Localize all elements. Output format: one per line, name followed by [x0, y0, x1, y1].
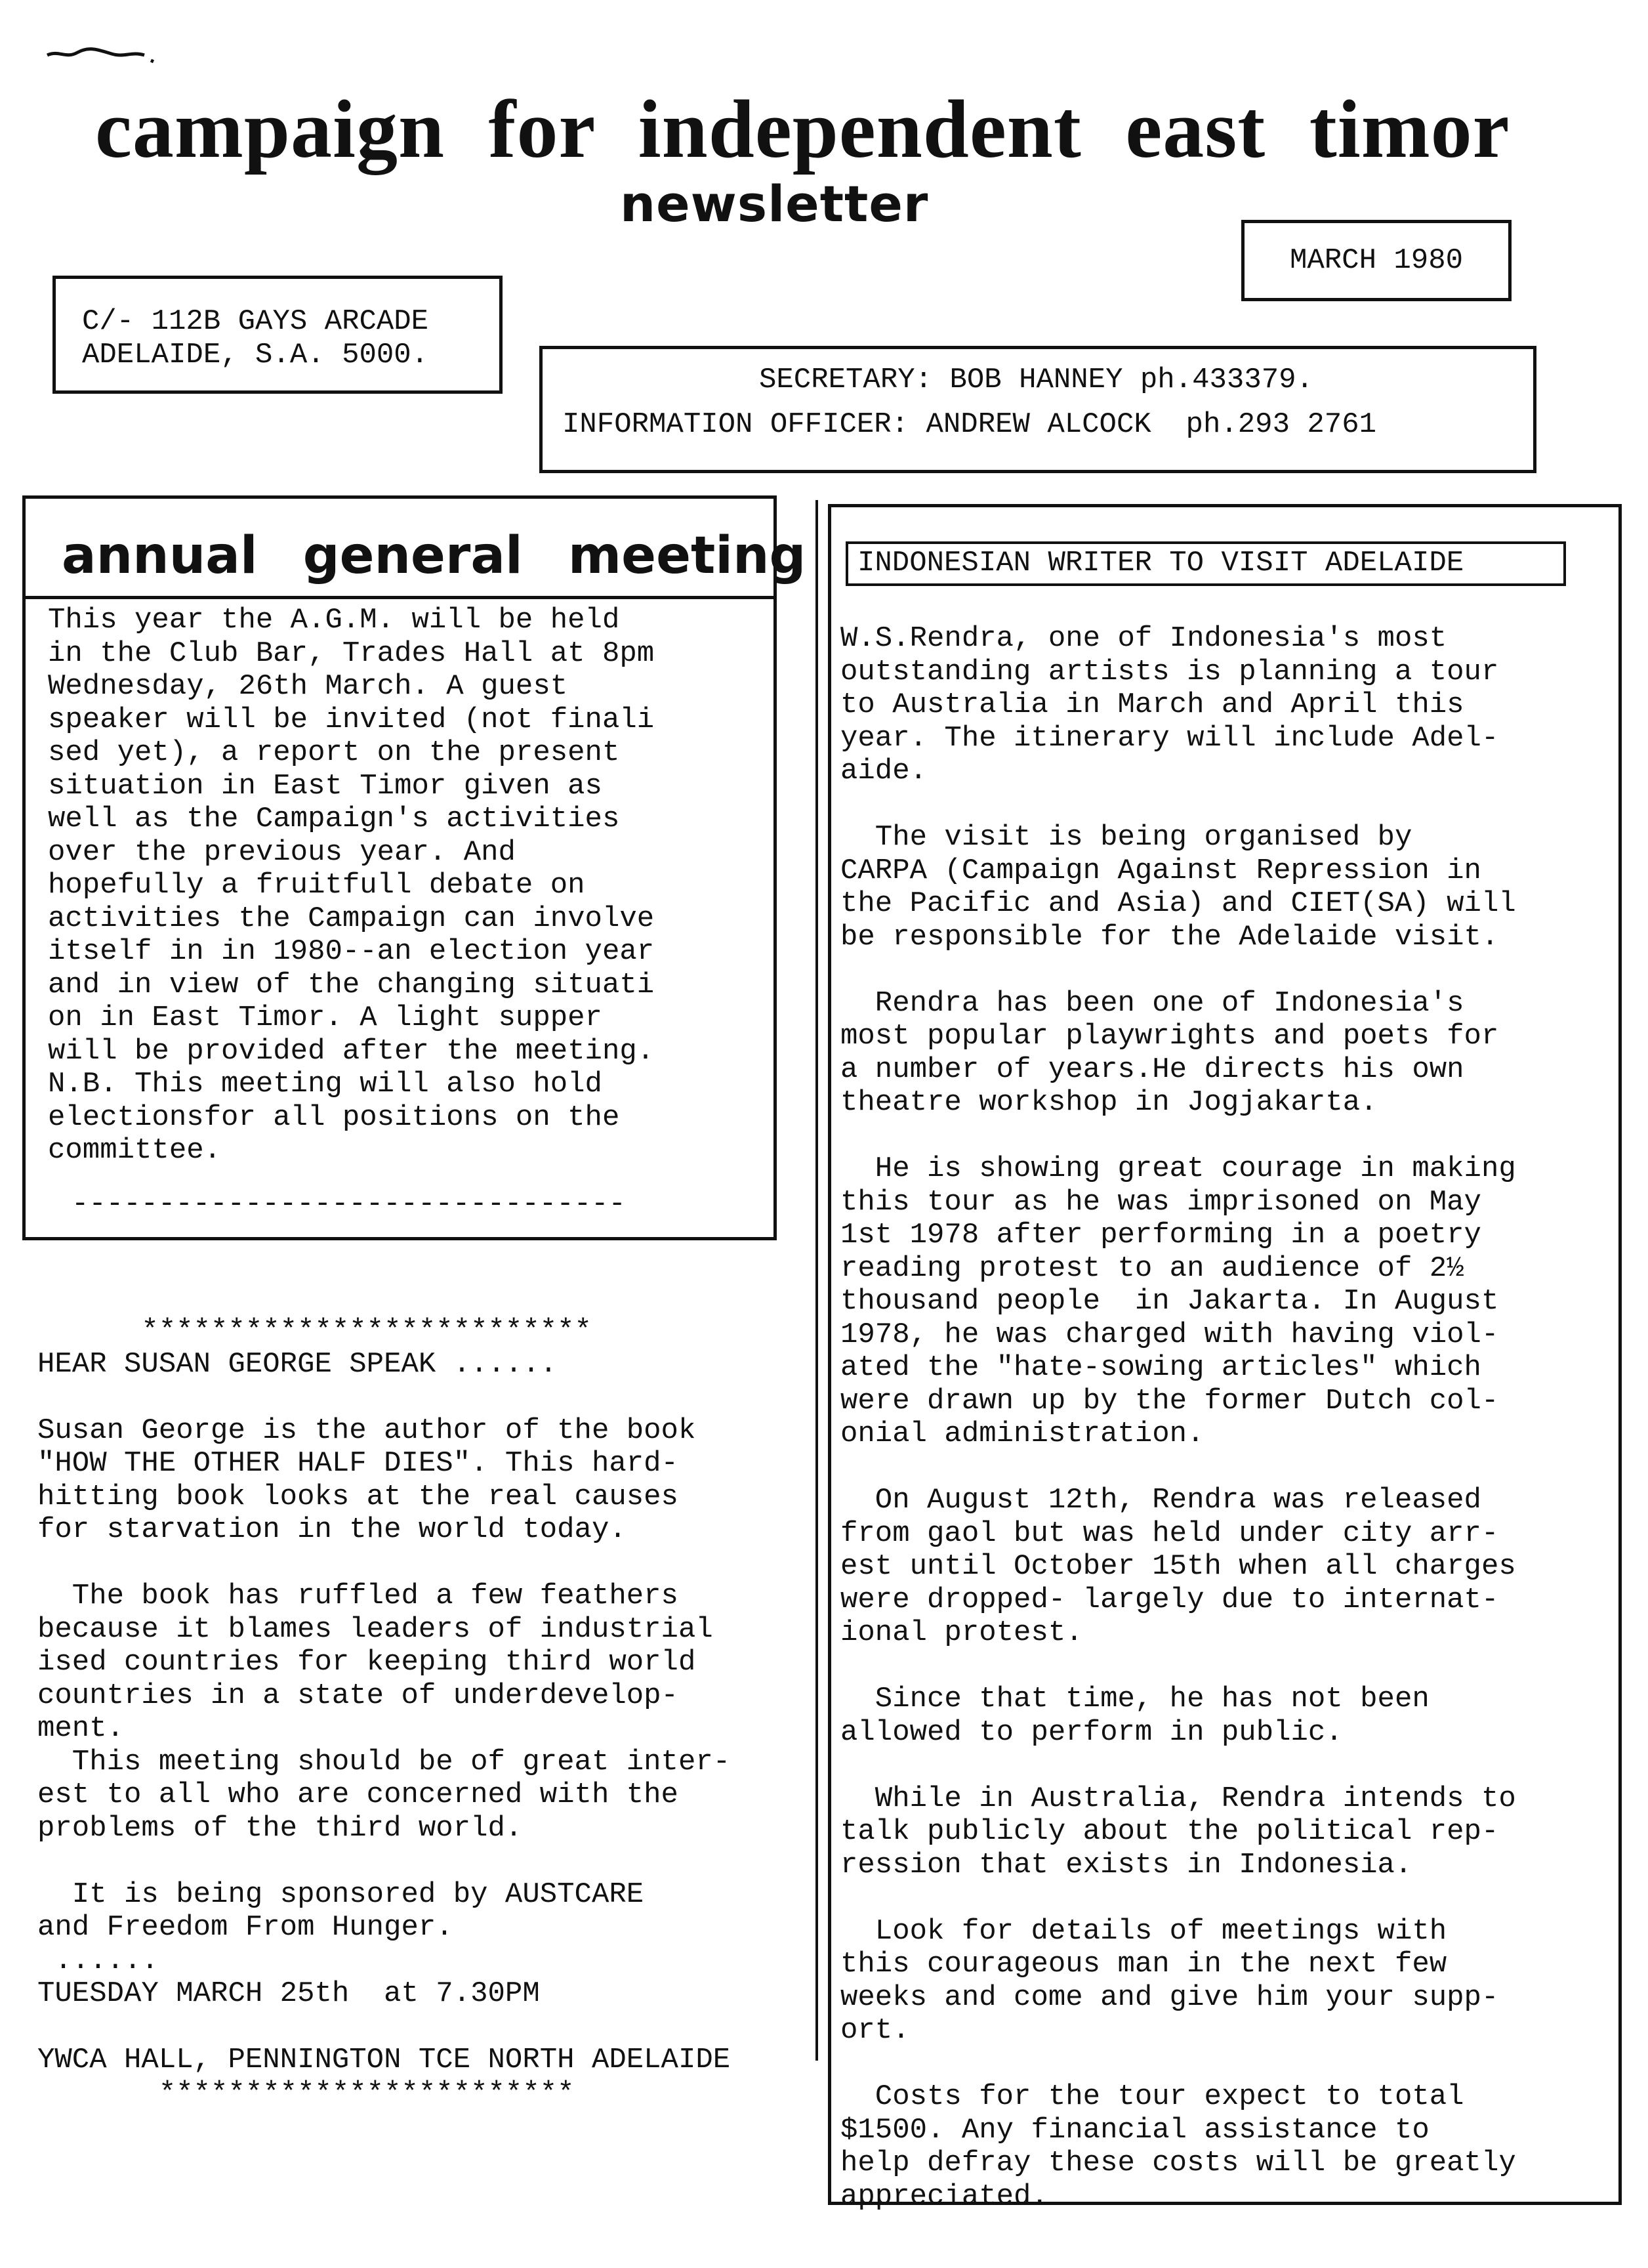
contacts-box	[539, 346, 1536, 473]
rendra-article	[828, 504, 1622, 2213]
info-officer-line: INFORMATION OFFICER: ANDREW ALCOCK ph.293 2761	[562, 408, 1377, 441]
handwritten-mark	[46, 41, 157, 67]
newsletter-title: campaign for independent east timor	[95, 84, 1510, 175]
newsletter-subtitle: newsletter	[620, 175, 929, 233]
agm-body: This year the A.G.M. will be held in the Club Bar, Trades Hall at 8pm Wednesday, 26th March. A guest speaker will be invited (not finali sed yet), a report on the present situation in East Timor given as well as the Campaign's activities over the previous year. And hopefully a fruitfull debate on activities the Campaign can involve itself in in 1980--an election year and in view of the changing situati on in East Timor. A light supper will be provided after the meeting. N.B. This meeting will also hold electionsfor all positions on the committee.	[48, 604, 655, 1167]
susan-george-article: ************************** HEAR SUSAN GEORGE SPEAK ...... Susan George is the author of the book "HOW THE OTHER HALF DIES". This hard- hitting book looks at the real causes for starvation in the world today. The book has ruffled a few feathers because it blames leaders of industrial ised countries for keeping third world countries in a state of underdevelop- ment. This meeting should be of great inter- est to all who are concerned with the problems of the third world. It is being sponsored by AUSTCARE and Freedom From Hunger. ...... TUESDAY MARCH 25th at 7.30PM YWCA HALL, PENNINGTON TCE NORTH ADELAIDE ************************	[37, 1314, 731, 2110]
address-line-1: C/- 112B GAYS ARCADE	[82, 305, 429, 338]
rendra-body: W.S.Rendra, one of Indonesia's most outstanding artists is planning a tour to Australia in March and April this year. The itinerary will include Adel- aide. The visit is being organised by CARPA (Campaign Against Repression in the Pacific and Asia) and CIET(SA) will be responsible for the Adelaide visit. Rendra has been one of Indonesia's most popular playwrights and poets for a number of years.He directs his own theatre workshop in Jogjakarta. He is showing great courage in making this tour as he was imprisoned on May 1st 1978 after performing in a poetry reading protest to an audience of 2½ thousand people in Jakarta. In August 1978, he was charged with having viol- ated the "hate-sowing articles" which were drawn up by the former Dutch col- onial administration. On August 12th, Rendra was released from gaol but was held under city arr- est until October 15th when all charges were dropped- largely due to internat- ional protest. Since that time, he has not been allowed to perform in public. While in Australia, Rendra intends to talk publicly about the political rep- ression that exists in Indonesia. Look for details of meetings with this courageous man in the next few weeks and come and give him your supp- ort. Costs for the tour expect to total $1500. Any financial assistance to help defray these costs will be greatly appreciated.	[840, 622, 1516, 2213]
column-rule	[815, 500, 818, 2061]
rendra-heading: INDONESIAN WRITER TO VISIT ADELAIDE	[846, 541, 1566, 586]
agm-article	[22, 495, 806, 1240]
agm-header	[26, 499, 806, 599]
agm-heading: annual general meeting	[62, 526, 806, 585]
address-line-2: ADELAIDE, S.A. 5000.	[82, 338, 429, 371]
issue-date-box	[1241, 220, 1512, 301]
secretary-line: SECRETARY: BOB HANNEY ph.433379.	[759, 364, 1313, 396]
agm-divider: --------------------------------	[72, 1188, 626, 1221]
address-box	[52, 276, 503, 394]
issue-date: MARCH 1980	[1289, 243, 1464, 277]
